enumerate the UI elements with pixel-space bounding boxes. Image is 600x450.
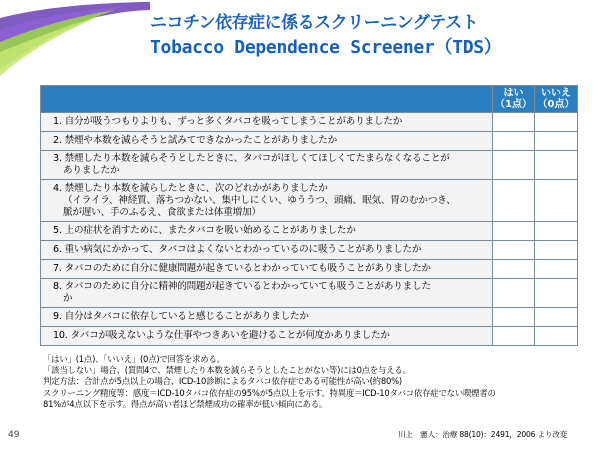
note-line: 「はい」(1点)、「いいえ」(0点)で回答を求める。 bbox=[43, 354, 225, 364]
no-column-header bbox=[535, 86, 578, 113]
question-3 bbox=[41, 151, 493, 180]
table-row bbox=[41, 260, 578, 279]
question-text-continued: （イライラ、神経質、落ちつかない、集中しにくい、ゆううつ、頭痛、眠気、胃のむかつき、 bbox=[63, 194, 456, 206]
table-row bbox=[41, 222, 578, 241]
question-text: 9. 自分はタバコに依存していると感じることがありましたか bbox=[53, 311, 309, 322]
note-line: 81%が4点以下を示す。得点が高い者ほど禁煙成功の確率が低い傾向にある。 bbox=[43, 398, 328, 409]
yes-answer-cell[interactable] bbox=[493, 308, 535, 327]
no-answer-cell[interactable] bbox=[535, 113, 578, 132]
table-row bbox=[41, 180, 578, 222]
tds-questionnaire-table bbox=[40, 85, 578, 346]
question-text: 6. 重い病気にかかって、タバコはよくないとわかっているのに吸うことがありましたか bbox=[53, 244, 422, 255]
question-column-header bbox=[41, 86, 493, 113]
question-6 bbox=[41, 241, 493, 260]
yes-header-line2: （1点） bbox=[495, 99, 532, 110]
yes-answer-cell[interactable] bbox=[493, 180, 535, 222]
question-7 bbox=[41, 260, 493, 279]
page-number: 49 bbox=[8, 430, 20, 440]
table-row bbox=[41, 279, 578, 308]
note-line: 判定方法：合計点が5点以上の場合、ICD-10診断によるタバコ依存症である可能性が高い(約80%) bbox=[43, 376, 402, 387]
yes-answer-cell[interactable] bbox=[493, 241, 535, 260]
question-text: 7. タバコのために自分に健康問題が起きているとわかっていても吸うことがありましたか bbox=[53, 263, 431, 274]
no-answer-cell[interactable] bbox=[535, 180, 578, 222]
no-answer-cell[interactable] bbox=[535, 279, 578, 308]
scoring-notes bbox=[43, 354, 583, 410]
table-row bbox=[41, 151, 578, 180]
yes-answer-cell[interactable] bbox=[493, 279, 535, 308]
table-header-row bbox=[41, 86, 578, 113]
question-9 bbox=[41, 308, 493, 327]
no-header-line1: いいえ bbox=[541, 88, 571, 99]
page-title-japanese: ニコチン依存症に係るスクリーニングテスト bbox=[150, 13, 479, 33]
question-text: 8. タバコのために自分に精神的問題が起きているとわかっていても吸うことがありました bbox=[53, 281, 431, 292]
question-10 bbox=[41, 327, 493, 346]
yes-header-line1: はい bbox=[503, 88, 524, 99]
yes-answer-cell[interactable] bbox=[493, 222, 535, 241]
no-answer-cell[interactable] bbox=[535, 151, 578, 180]
no-answer-cell[interactable] bbox=[535, 222, 578, 241]
no-answer-cell[interactable] bbox=[535, 308, 578, 327]
question-text-continued: ありましたか bbox=[63, 165, 120, 176]
yes-answer-cell[interactable] bbox=[493, 132, 535, 151]
table-row bbox=[41, 308, 578, 327]
question-8 bbox=[41, 279, 493, 308]
question-text: 1. 自分が吸うつもりよりも、ずっと多くタバコを吸ってしまうことがありましたか bbox=[53, 116, 403, 127]
table-row bbox=[41, 241, 578, 260]
no-answer-cell[interactable] bbox=[535, 241, 578, 260]
question-text: 2. 禁煙や本数を減らそうと試みてできなかったことがありましたか bbox=[53, 135, 338, 146]
question-5 bbox=[41, 222, 493, 241]
table-row bbox=[41, 327, 578, 346]
yes-answer-cell[interactable] bbox=[493, 260, 535, 279]
question-text: 5. 上の症状を消すために、またタバコを吸い始めることがありましたか bbox=[53, 225, 356, 236]
yes-answer-cell[interactable] bbox=[493, 113, 535, 132]
question-1 bbox=[41, 113, 493, 132]
question-2 bbox=[41, 132, 493, 151]
question-text: 10. タバコが吸えないような仕事やつきあいを避けることが何度かありましたか bbox=[53, 330, 390, 341]
question-text: 3. 禁煙したり本数を減らそうとしたときに、タバコがほしくてほしくてたまらなくなることが bbox=[53, 153, 450, 164]
decorative-swoosh bbox=[0, 0, 150, 80]
question-4 bbox=[41, 180, 493, 222]
note-line: スクリーニング精度等：感度＝ICD-10タバコ依存症の95%が5点以上を示す。特異度＝ICD-10タバコ依存症でない喫煙者の bbox=[43, 387, 496, 398]
yes-answer-cell[interactable] bbox=[493, 151, 535, 180]
citation: 川上 憲人：治療 88(10)：2491，2006 より改変 bbox=[398, 430, 568, 439]
yes-column-header bbox=[493, 86, 535, 113]
table-row bbox=[41, 132, 578, 151]
page-title-english: Tobacco Dependence Screener（TDS） bbox=[150, 37, 502, 58]
no-answer-cell[interactable] bbox=[535, 327, 578, 346]
no-header-line2: （0点） bbox=[537, 99, 575, 110]
note-line: 「該当しない」場合、(質問4で、禁煙したり本数を減らそうとしたことがない等)には0点を与える。 bbox=[43, 365, 411, 376]
question-text-continued: か bbox=[63, 293, 73, 304]
table-row bbox=[41, 113, 578, 132]
question-text-continued: 脈が遅い、手のふるえ、食欲または体重増加） bbox=[63, 206, 261, 218]
no-answer-cell[interactable] bbox=[535, 260, 578, 279]
no-answer-cell[interactable] bbox=[535, 132, 578, 151]
question-text: 4. 禁煙したり本数を減らしたときに、次のどれかがありましたか bbox=[53, 182, 328, 194]
yes-answer-cell[interactable] bbox=[493, 327, 535, 346]
